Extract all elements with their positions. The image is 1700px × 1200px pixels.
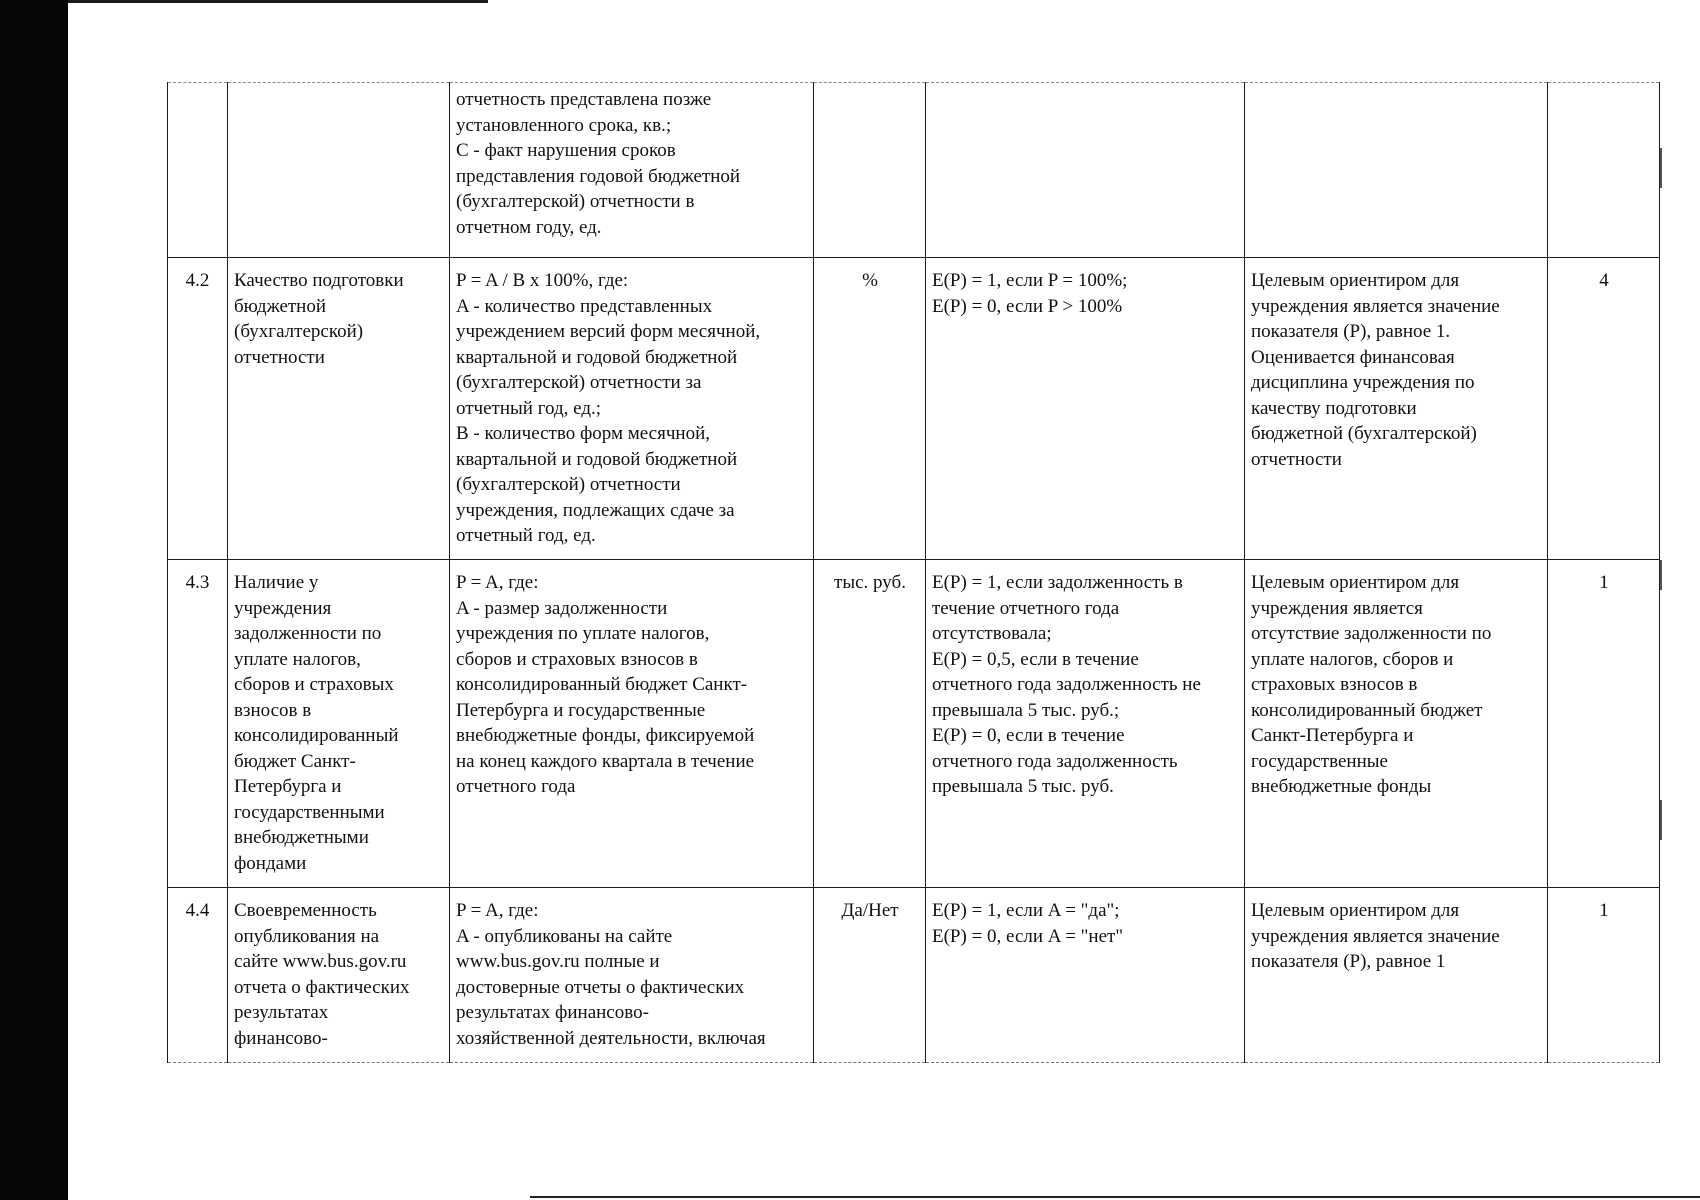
evaluation-cell bbox=[926, 258, 1245, 560]
scan-speck bbox=[1660, 800, 1662, 840]
scan-bottom-line bbox=[530, 1196, 1700, 1198]
unit-text: тыс. руб. bbox=[834, 572, 906, 593]
row-number: 4.4 bbox=[185, 900, 210, 921]
indicator-cell bbox=[228, 888, 450, 1063]
evaluation-text: E(P) = 1, если P = 100%; E(P) = 0, если P > 100% bbox=[932, 270, 1128, 317]
weight-value: 1 bbox=[1599, 900, 1609, 921]
comment-cell bbox=[1245, 560, 1548, 888]
formula-cell bbox=[450, 83, 814, 258]
evaluation-cell bbox=[926, 888, 1245, 1063]
indicator-cell bbox=[228, 560, 450, 888]
weight-cell bbox=[1548, 888, 1660, 1063]
comment-cell bbox=[1245, 258, 1548, 560]
comment-cell bbox=[1245, 83, 1548, 258]
comment-text: Целевым ориентиром для учреждения является отсутствие задолженности по уплате налогов, сборов и страховых взносов в консолидированный бюджет Санкт-Петербурга и государственные внебюджетные фонды bbox=[1251, 572, 1492, 797]
indicators-table bbox=[167, 82, 1660, 1063]
row-number-cell bbox=[168, 888, 228, 1063]
formula-text: P = A, где: A - опубликованы на сайте www.bus.gov.ru полные и достоверные отчеты о фактических результатах финансово- хозяйственной деятельности, включая bbox=[456, 900, 766, 1049]
unit-text: Да/Нет bbox=[841, 900, 899, 921]
weight-value: 4 bbox=[1599, 270, 1609, 291]
scan-speck bbox=[1660, 560, 1662, 590]
scan-top-line bbox=[68, 0, 488, 3]
indicator-name: Своевременность опубликования на сайте www.bus.gov.ru отчета о фактических результатах финансово- bbox=[234, 900, 410, 1049]
indicator-cell bbox=[228, 258, 450, 560]
evaluation-cell bbox=[926, 560, 1245, 888]
evaluation-cell bbox=[926, 83, 1245, 258]
scan-dark-edge bbox=[0, 0, 68, 1200]
comment-text: Целевым ориентиром для учреждения является значение показателя (P), равное 1. Оценивается финансовая дисциплина учреждения по качеству подготовки бюджетной (бухгалтерской) отчетности bbox=[1251, 270, 1500, 470]
weight-cell bbox=[1548, 560, 1660, 888]
formula-text: P = A / B x 100%, где: A - количество представленных учреждением версий форм месячной, квартальной и годовой бюджетной (бухгалтерской) отчетности за отчетный год, ед.; B - количество форм месячной, квартальной и годовой бюджетной (бухгалтерской) отчетности учреждения, подлежащих сдаче за отчетный год, ед. bbox=[456, 270, 761, 546]
unit-cell bbox=[814, 258, 926, 560]
formula-text: P = A, где: A - размер задолженности учреждения по уплате налогов, сборов и страховых взносов в консолидированный бюджет Санкт- Петербурга и государственные внебюджетные фонды, фиксируемой на конец каждого квартала в течение отчетного года bbox=[456, 572, 755, 797]
table-row bbox=[168, 560, 1660, 888]
evaluation-text: E(P) = 1, если A = "да"; E(P) = 0, если A = "нет" bbox=[932, 900, 1124, 947]
unit-cell bbox=[814, 83, 926, 258]
indicator-name: Качество подготовки бюджетной (бухгалтерской) отчетности bbox=[234, 270, 404, 368]
table-row bbox=[168, 258, 1660, 560]
indicator-name: Наличие у учреждения задолженности по уплате налогов, сборов и страховых взносов в консолидированный бюджет Санкт- Петербурга и государственными внебюджетными фондами bbox=[234, 572, 399, 874]
formula-cell bbox=[450, 888, 814, 1063]
unit-cell bbox=[814, 888, 926, 1063]
comment-cell bbox=[1245, 888, 1548, 1063]
unit-cell bbox=[814, 560, 926, 888]
weight-value: 1 bbox=[1599, 572, 1609, 593]
formula-cell bbox=[450, 258, 814, 560]
scan-speck bbox=[1660, 148, 1662, 188]
evaluation-text: E(P) = 1, если задолженность в течение отчетного года отсутствовала; E(P) = 0,5, если в течение отчетного года задолженность не превышала 5 тыс. руб.; E(P) = 0, если в течение отчетного года задолженность превышала 5 тыс. руб. bbox=[932, 572, 1201, 797]
row-number: 4.2 bbox=[185, 270, 210, 291]
row-number-cell bbox=[168, 258, 228, 560]
row-number-cell bbox=[168, 560, 228, 888]
weight-cell bbox=[1548, 83, 1660, 258]
formula-cell bbox=[450, 560, 814, 888]
comment-text: Целевым ориентиром для учреждения является значение показателя (P), равное 1 bbox=[1251, 900, 1500, 972]
weight-cell bbox=[1548, 258, 1660, 560]
formula-text: отчетность представлена позже установленного срока, кв.; С - факт нарушения сроков представления годовой бюджетной (бухгалтерской) отчетности в отчетном году, ед. bbox=[456, 89, 741, 238]
unit-text: % bbox=[862, 270, 878, 291]
table-row bbox=[168, 83, 1660, 258]
indicator-cell bbox=[228, 83, 450, 258]
row-number: 4.3 bbox=[185, 572, 210, 593]
table-row bbox=[168, 888, 1660, 1063]
row-number-cell bbox=[168, 83, 228, 258]
